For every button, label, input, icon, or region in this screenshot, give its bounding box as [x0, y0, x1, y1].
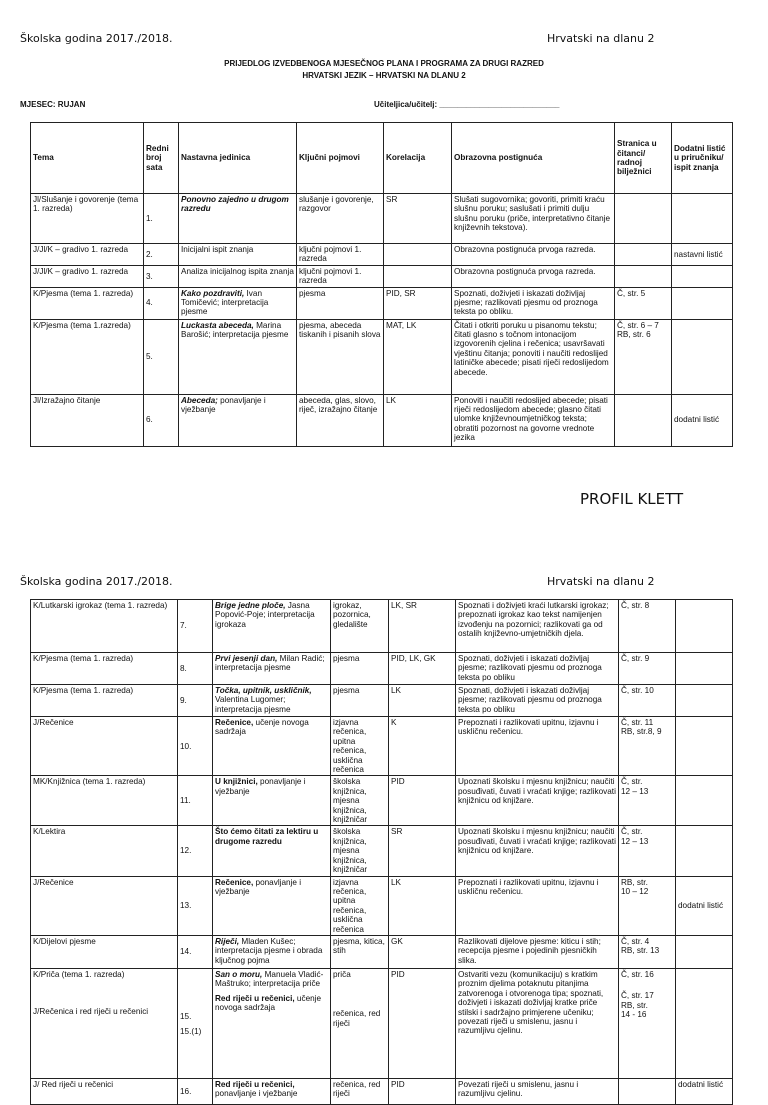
cell-tema: K/Pjesma (tema 1. razreda) [31, 685, 178, 717]
cell-obrazovna-postignuca: Upoznati školsku i mjesnu knjižnicu; naučiti posuđivati, čuvati i vraćati knjige; razlikovati knjižnicu od knjižare. [456, 776, 619, 826]
cell-kljucni-pojmovi: pjesma [331, 653, 389, 685]
cell-korelacija: PID, SR [384, 287, 452, 319]
cell-nastavna-jedinica: Točka, upitnik, uskličnik, Valentina Lugomer; interpretacija pjesme [213, 685, 331, 717]
cell-tema: K/Pjesma (tema 1. razreda) [31, 653, 178, 685]
cell-obrazovna-postignuca: Obrazovna postignuća prvoga razreda. [452, 244, 615, 266]
cell-kljucni-pojmovi: priča rečenica, red riječi [331, 968, 389, 1078]
cell-korelacija [384, 265, 452, 287]
cell-kljucni-pojmovi: pjesma [297, 287, 384, 319]
teacher-label: Učiteljica/učitelj: ___________________________ [374, 100, 560, 109]
cell-tema: K/Pjesma (tema 1.razreda) [31, 319, 144, 394]
cell-korelacija: PID, LK, GK [389, 653, 456, 685]
cell-korelacija: PID [389, 968, 456, 1078]
cell-obrazovna-postignuca: Povezati riječi u smislenu, jasnu i razumljivu cjelinu. [456, 1078, 619, 1104]
cell-tema: K/Dijelovi pjesme [31, 935, 178, 968]
cell-obrazovna-postignuca: Upoznati školsku i mjesnu knjižnicu; naučiti posuđivati, čuvati i vraćati knjige; razlikovati knjižnicu od knjižare. [456, 826, 619, 876]
cell-obrazovna-postignuca: Čitati i otkriti poruku u pisanomu tekstu; čitati glasno s točnom intonacijom izgovorenih cjelina i rečenica; usavršavati vještinu čitanja; ponoviti i naučiti redoslijed latiničke abecede; pisati riječi redoslijedom abecede. [452, 319, 615, 394]
table-row [31, 653, 733, 685]
cell-obrazovna-postignuca: Ostvariti vezu (komunikaciju) s kratkim proznim djelima potaknutu pitanjima zatvorenoga i otvorenoga tipa; spoznati, doživjeti i iskazati doživljaj kratke priče stilski i sadržajno primjerene učeniku; povezati riječi u smislenu, jasnu i razumljivu cjelinu. [456, 968, 619, 1078]
cell-nastavna-jedinica: Analiza inicijalnog ispita znanja [179, 265, 297, 287]
cell-kljucni-pojmovi: abeceda, glas, slovo, riječ, izražajno čitanje [297, 394, 384, 446]
cell-dodatni-listic [676, 826, 733, 876]
cell-redni-broj: 15. 15.(1) [178, 968, 213, 1078]
cell-obrazovna-postignuca: Razlikovati dijelove pjesme: kiticu i stih; recepcija pjesme i pojedinih pjesničkih slika. [456, 935, 619, 968]
table-row [31, 685, 733, 717]
cell-stranica [615, 394, 672, 446]
col-korelacija: Korelacija [384, 123, 452, 194]
cell-nastavna-jedinica: Što ćemo čitati za lektiru u drugome razredu [213, 826, 331, 876]
cell-kljucni-pojmovi: ključni pojmovi 1. razreda [297, 265, 384, 287]
cell-dodatni-listic [676, 968, 733, 1078]
cell-stranica: Č, str. 8 [619, 600, 676, 653]
cell-stranica: Č, str. 12 – 13 [619, 776, 676, 826]
cell-redni-broj: 9. [178, 685, 213, 717]
cell-dodatni-listic: dodatni listić [676, 1078, 733, 1104]
col-dodatni-listic: Dodatni listić u priručniku/ ispit znanja [672, 123, 733, 194]
col-tema: Tema [31, 123, 144, 194]
cell-tema: K/Lutkarski igrokaz (tema 1. razreda) [31, 600, 178, 653]
cell-korelacija: LK [389, 876, 456, 935]
cell-redni-broj: 8. [178, 653, 213, 685]
cell-redni-broj: 16. [178, 1078, 213, 1104]
cell-kljucni-pojmovi: školska knjižnica, mjesna knjižnica, knjižničar [331, 776, 389, 826]
cell-korelacija: GK [389, 935, 456, 968]
month-label: MJESEC: RUJAN [20, 100, 86, 109]
cell-obrazovna-postignuca: Prepoznati i razlikovati upitnu, izjavnu i uskličnu rečenicu. [456, 876, 619, 935]
book-title: Hrvatski na dlanu 2 [547, 32, 655, 45]
table-row [31, 194, 733, 244]
cell-nastavna-jedinica: Riječi, Mladen Kušec; interpretacija pjesme i obrada ključnog pojma [213, 935, 331, 968]
cell-korelacija: LK, SR [389, 600, 456, 653]
table-row [31, 600, 733, 653]
table-row [31, 287, 733, 319]
col-kljucni-pojmovi: Ključni pojmovi [297, 123, 384, 194]
cell-kljucni-pojmovi: ključni pojmovi 1. razreda [297, 244, 384, 266]
cell-dodatni-listic [672, 194, 733, 244]
table-row [31, 968, 733, 1078]
school-year: Školska godina 2017./2018. [20, 32, 173, 45]
cell-tema: K/Lektira [31, 826, 178, 876]
cell-korelacija: LK [389, 685, 456, 717]
cell-dodatni-listic [672, 319, 733, 394]
col-stranica: Stranica u čitanci/ radnoj bilježnici [615, 123, 672, 194]
cell-redni-broj: 10. [178, 717, 213, 776]
cell-korelacija: LK [384, 394, 452, 446]
title-line-1: PRIJEDLOG IZVEDBENOGA MJESEČNOG PLANA I PROGRAMA ZA DRUGI RAZRED [224, 59, 544, 68]
table-row [31, 244, 733, 266]
table-row [31, 776, 733, 826]
cell-tema: J/Jl/K – gradivo 1. razreda [31, 265, 144, 287]
cell-tema: K/Priča (tema 1. razreda) J/Rečenica i red riječi u rečenici [31, 968, 178, 1078]
cell-nastavna-jedinica: Rečenice, ponavljanje i vježbanje [213, 876, 331, 935]
table-row [31, 826, 733, 876]
cell-dodatni-listic: dodatni listić [676, 876, 733, 935]
cell-dodatni-listic [676, 935, 733, 968]
col-redni-broj: Redni broj sata [144, 123, 179, 194]
cell-dodatni-listic [672, 287, 733, 319]
cell-obrazovna-postignuca: Slušati sugovornika; govoriti, primiti kraću slušnu poruku; saslušati i primiti dulju slušnu poruku (priče, interpretativno čitanje književnih tekstova). [452, 194, 615, 244]
cell-kljucni-pojmovi: izjavna rečenica, upitna rečenica, usklična rečenica [331, 876, 389, 935]
cell-nastavna-jedinica: U knjižnici, ponavljanje i vježbanje [213, 776, 331, 826]
publisher-label: PROFIL KLETT [580, 490, 684, 508]
cell-stranica: Č, str. 10 [619, 685, 676, 717]
col-obrazovna-postignuca: Obrazovna postignuća [452, 123, 615, 194]
cell-nastavna-jedinica: Red riječi u rečenici, ponavljanje i vježbanje [213, 1078, 331, 1104]
cell-kljucni-pojmovi: rečenica, red riječi [331, 1078, 389, 1104]
cell-kljucni-pojmovi: školska knjižnica, mjesna knjižnica, knjižničar [331, 826, 389, 876]
cell-redni-broj: 14. [178, 935, 213, 968]
cell-korelacija: PID [389, 1078, 456, 1104]
cell-obrazovna-postignuca: Ponoviti i naučiti redoslijed abecede; pisati riječi redoslijedom abecede; glasno čitati ulomke književnoumjetničkog teksta; obratiti pozornost na govorne vrednote jezika [452, 394, 615, 446]
cell-tema: J/ Red riječi u rečenici [31, 1078, 178, 1104]
cell-nastavna-jedinica: Luckasta abeceda, Marina Barošić; interpretacija pjesme [179, 319, 297, 394]
cell-dodatni-listic: nastavni listić [672, 244, 733, 266]
cell-redni-broj: 12. [178, 826, 213, 876]
cell-korelacija: MAT, LK [384, 319, 452, 394]
cell-obrazovna-postignuca: Spoznati, doživjeti i iskazati doživljaj pjesme; razlikovati pjesmu od proznoga teksta po obliku [456, 685, 619, 717]
cell-kljucni-pojmovi: igrokaz, pozornica, gledalište [331, 600, 389, 653]
cell-obrazovna-postignuca: Prepoznati i razlikovati upitnu, izjavnu i uskličnu rečenicu. [456, 717, 619, 776]
title-line-2: HRVATSKI JEZIK – HRVATSKI NA DLANU 2 [302, 71, 466, 80]
cell-nastavna-jedinica: San o moru, Manuela Vladić-Maštruko; interpretacija priče Red riječi u rečenici, učenje novoga sadržaja [213, 968, 331, 1078]
cell-korelacija: SR [389, 826, 456, 876]
cell-nastavna-jedinica: Ponovno zajedno u drugom razredu [179, 194, 297, 244]
table-row [31, 265, 733, 287]
cell-dodatni-listic [676, 685, 733, 717]
cell-redni-broj: 6. [144, 394, 179, 446]
cell-kljucni-pojmovi: izjavna rečenica, upitna rečenica, usklična rečenica [331, 717, 389, 776]
cell-stranica: Č, str. 4 RB, str. 13 [619, 935, 676, 968]
cell-redni-broj: 4. [144, 287, 179, 319]
cell-redni-broj: 7. [178, 600, 213, 653]
cell-dodatni-listic [676, 600, 733, 653]
table-row [31, 876, 733, 935]
cell-tema: Jl/Slušanje i govorenje (tema 1. razreda) [31, 194, 144, 244]
cell-stranica: Č, str. 16 Č, str. 17 RB, str. 14 - 16 [619, 968, 676, 1078]
col-nastavna-jedinica: Nastavna jedinica [179, 123, 297, 194]
cell-obrazovna-postignuca: Obrazovna postignuća prvoga razreda. [452, 265, 615, 287]
cell-tema: K/Pjesma (tema 1. razreda) [31, 287, 144, 319]
cell-stranica: Č, str. 5 [615, 287, 672, 319]
cell-kljucni-pojmovi: slušanje i govorenje, razgovor [297, 194, 384, 244]
cell-stranica: RB, str. 10 – 12 [619, 876, 676, 935]
cell-stranica: Č, str. 12 – 13 [619, 826, 676, 876]
plan-table-2 [30, 599, 733, 1105]
cell-stranica [615, 244, 672, 266]
cell-tema: MK/Knjižnica (tema 1. razreda) [31, 776, 178, 826]
cell-obrazovna-postignuca: Spoznati i doživjeti kraći lutkarski igrokaz; prepoznati igrokaz kao tekst namijenjen izvođenju na pozornici; razlikovati ga od ostalih književno-umjetničkih djela. [456, 600, 619, 653]
cell-korelacija [384, 244, 452, 266]
book-title-2: Hrvatski na dlanu 2 [547, 575, 655, 588]
cell-stranica: Č, str. 9 [619, 653, 676, 685]
cell-stranica [615, 265, 672, 287]
cell-nastavna-jedinica: Rečenice, učenje novoga sadržaja [213, 717, 331, 776]
table-row [31, 319, 733, 394]
cell-dodatni-listic: dodatni listić [672, 394, 733, 446]
cell-dodatni-listic [676, 776, 733, 826]
cell-tema: J/Jl/K – gradivo 1. razreda [31, 244, 144, 266]
plan-table-1 [30, 122, 733, 447]
table-row [31, 935, 733, 968]
cell-redni-broj: 13. [178, 876, 213, 935]
cell-tema: J/Rečenice [31, 717, 178, 776]
cell-dodatni-listic [676, 717, 733, 776]
cell-tema: Jl/Izražajno čitanje [31, 394, 144, 446]
table-row [31, 394, 733, 446]
cell-stranica [615, 194, 672, 244]
cell-stranica [619, 1078, 676, 1104]
cell-redni-broj: 2. [144, 244, 179, 266]
cell-nastavna-jedinica: Brige jedne ploče, Jasna Popović-Poje; interpretacija igrokaza [213, 600, 331, 653]
cell-nastavna-jedinica: Kako pozdraviti, Ivan Tomičević; interpretacija pjesme [179, 287, 297, 319]
table-row [31, 717, 733, 776]
cell-nastavna-jedinica: Abeceda; ponavljanje i vježbanje [179, 394, 297, 446]
cell-redni-broj: 11. [178, 776, 213, 826]
school-year-2: Školska godina 2017./2018. [20, 575, 173, 588]
cell-nastavna-jedinica: Prvi jesenji dan, Milan Radić; interpretacija pjesme [213, 653, 331, 685]
cell-korelacija: PID [389, 776, 456, 826]
cell-kljucni-pojmovi: pjesma, abeceda tiskanih i pisanih slova [297, 319, 384, 394]
cell-redni-broj: 3. [144, 265, 179, 287]
cell-obrazovna-postignuca: Spoznati, doživjeti i iskazati doživljaj pjesme; razlikovati pjesmu od proznoga teksta po obliku. [452, 287, 615, 319]
cell-dodatni-listic [672, 265, 733, 287]
cell-redni-broj: 1. [144, 194, 179, 244]
cell-obrazovna-postignuca: Spoznati, doživjeti i iskazati doživljaj pjesme; razlikovati pjesmu od proznoga teksta po obliku [456, 653, 619, 685]
table-row [31, 1078, 733, 1104]
cell-korelacija: SR [384, 194, 452, 244]
cell-redni-broj: 5. [144, 319, 179, 394]
cell-kljucni-pojmovi: pjesma [331, 685, 389, 717]
cell-dodatni-listic [676, 653, 733, 685]
cell-stranica: Č, str. 11 RB, str.8, 9 [619, 717, 676, 776]
cell-tema: J/Rečenice [31, 876, 178, 935]
cell-korelacija: K [389, 717, 456, 776]
cell-kljucni-pojmovi: pjesma, kitica, stih [331, 935, 389, 968]
table-header-row [31, 123, 733, 194]
cell-stranica: Č, str. 6 – 7 RB, str. 6 [615, 319, 672, 394]
cell-nastavna-jedinica: Inicijalni ispit znanja [179, 244, 297, 266]
document-title [0, 58, 768, 82]
